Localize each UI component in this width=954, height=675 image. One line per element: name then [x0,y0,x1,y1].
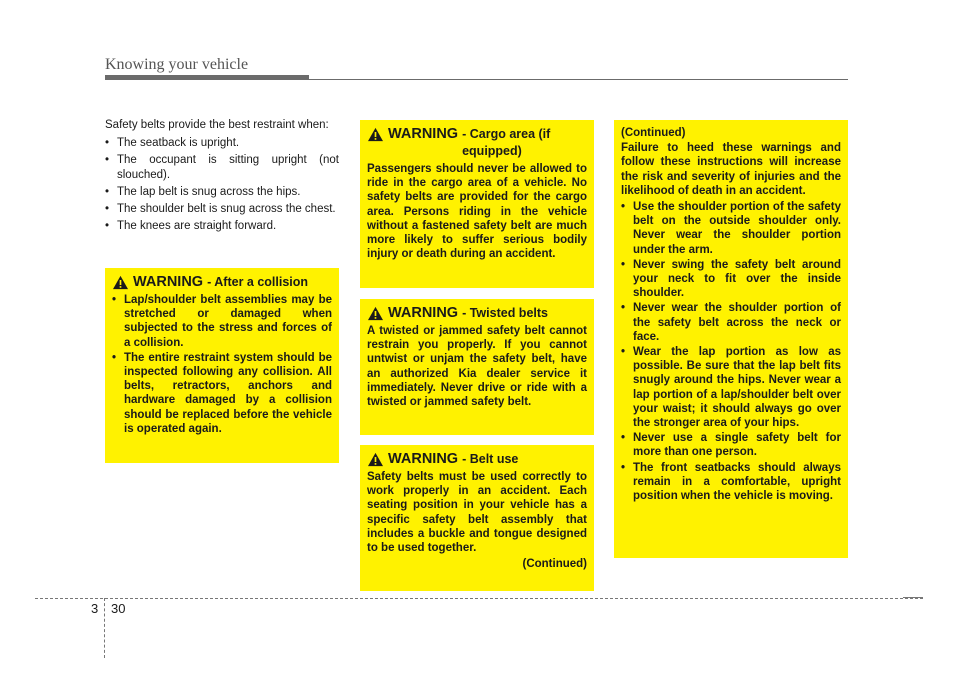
warning-subtitle: - After a collision [207,275,309,289]
list-item: • Never swing the safety belt around your neck to fit over the inside shoulder. [621,258,841,301]
warning-list [621,200,841,503]
warning-subtitle: - Belt use [462,452,519,466]
list-item: • The shoulder belt is snug across the chest. [105,202,339,217]
warning-body: Passengers should never be allowed to ride in the cargo area of a vehicle. No safety belts are provided for the cargo area. Persons riding in the vehicle without a fastened safety belt are much more likely to suffer serious bodily injury or death during an accident. [367,163,587,261]
warning-heading [112,274,332,291]
chapter-number: 3 [91,601,99,616]
list-item: • The entire restraint system should be inspected following any collision. All belts, retractors, anchors and hardware damaged by a collision should be replaced before the vehicle is operated again. [112,351,332,436]
list-item: • The front seatbacks should always remain in a comfortable, upright position when the vehicle is moving. [621,461,841,504]
warning-body: Safety belts must be used correctly to work properly in an accident. Each seating position in your vehicle has a specific safety belt assembly that includes a buckle and tongue designed to be used together. [367,471,587,555]
footer-divider [104,598,105,658]
intro-section [105,118,339,236]
list-item: • The seatback is upright. [105,136,339,151]
continued-label: (Continued) [621,127,686,139]
warning-box-belt-use [360,445,594,591]
list-item: • Lap/shoulder belt assemblies may be stretched or damaged when subjected to the stress and forces of a collision. [112,293,332,350]
warning-label: WARNING [388,305,459,321]
warning-triangle-icon [367,452,384,467]
warning-box-continued [614,120,848,558]
warning-subtitle: - Twisted belts [462,306,548,320]
warning-box-collision [105,268,339,463]
warning-heading [367,451,587,468]
warning-label: WARNING [388,126,459,142]
footer-rule [35,598,923,599]
list-item: • The lap belt is snug across the hips. [105,185,339,200]
warning-body: Failure to heed these warnings and follow these instructions will increase the risk and severity of injuries and the likelihood of death in an accident. [621,142,841,197]
continued-note: (Continued) [522,558,587,571]
list-item: • Never wear the shoulder portion of the safety belt across the neck or face. [621,301,841,344]
list-item: • Use the shoulder portion of the safety belt on the outside shoulder only. Never wear the shoulder portion under the arm. [621,200,841,257]
warning-triangle-icon [367,127,384,142]
list-item: • The knees are straight forward. [105,219,339,234]
intro-list [105,136,339,234]
list-item: • Never use a single safety belt for more than one person. [621,431,841,459]
warning-label: WARNING [133,274,204,290]
warning-list [112,293,332,436]
warning-heading [367,126,587,160]
header-title: Knowing your vehicle [105,56,249,73]
warning-box-cargo [360,120,594,288]
warning-triangle-icon [367,306,384,321]
list-item: • The occupant is sitting upright (not slouched). [105,153,339,183]
warning-subtitle: - Cargo area (if equipped) [462,127,551,158]
warning-triangle-icon [112,275,129,290]
list-item: • Wear the lap portion as low as possible. Be sure that the lap belt fits snugly around the hips. Never wear a lap portion of a lap/shoulder belt over your waist; it should always go over the stronger area of your hips. [621,345,841,430]
warning-box-twisted [360,299,594,435]
header-bar [105,75,309,80]
warning-label: WARNING [388,451,459,467]
page-number: 30 [111,601,126,616]
warning-heading [367,305,587,322]
warning-body: A twisted or jammed safety belt cannot restrain you properly. If you cannot untwist or unjam the safety belt, have an authorized Kia dealer service it immediately. Never drive or ride with a twisted or jammed safety belt. [367,325,587,409]
intro-text: Safety belts provide the best restraint when: [105,119,329,131]
header-rule [309,79,848,80]
footer-rule-end [903,597,923,598]
